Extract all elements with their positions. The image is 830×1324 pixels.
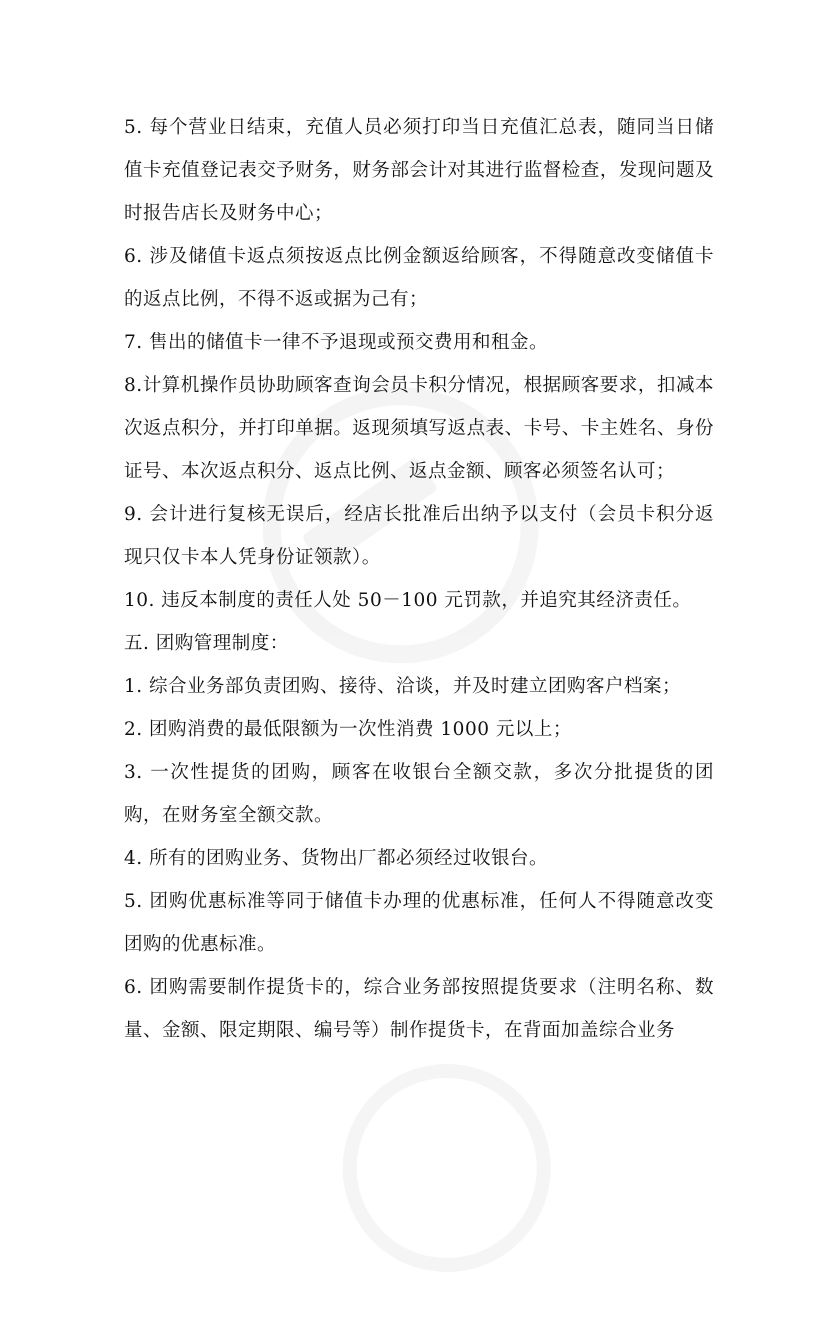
paragraph-group-2-minimum: 2. 团购消费的最低限额为一次性消费 1000 元以上； [124,719,572,740]
paragraph-item-10-penalty: 10. 违反本制度的责任人处 50－100 元罚款，并追究其经济责任。 [124,590,692,611]
paragraph-item-5-daily-summary: 5. 每个营业日结束，充值人员必须打印当日充值汇总表，随同当日储值卡充值登记表交予财务，财务部会计对其进行监督检查，发现问题及时报告店长及财务中心； [124,117,714,224]
paragraph-group-4-cashier: 4. 所有的团购业务、货物出厂都必须经过收银台。 [124,848,549,869]
paragraph-item-7-no-refund: 7. 售出的储值卡一律不予退现或预交费用和租金。 [124,332,549,353]
document-body [124,106,714,1052]
paragraph-group-1-responsibility: 1. 综合业务部负责团购、接待、洽谈，并及时建立团购客户档案； [124,676,682,697]
paragraph-item-8-points-query: 8.计算机操作员协助顾客查询会员卡积分情况，根据顾客要求，扣减本次返点积分，并打印单据。返现须填写返点表、卡号、卡主姓名、身份证号、本次返点积分、返点比例、返点金额、顾客必须签名认可； [124,375,714,482]
paragraph-group-6-pickup-card: 6. 团购需要制作提货卡的，综合业务部按照提货要求（注明名称、数量、金额、限定期限、编号等）制作提货卡，在背面加盖综合业务 [124,977,714,1041]
paragraph-item-9-audit-payment: 9. 会计进行复核无误后，经店长批准后出纳予以支付（会员卡积分返现只仅卡本人凭身份证领款）。 [124,504,714,568]
paragraph-group-5-discount: 5. 团购优惠标准等同于储值卡办理的优惠标准，任何人不得随意改变团购的优惠标准。 [124,891,714,955]
section-heading-group-purchase: 五. 团购管理制度： [124,633,289,654]
watermark-logo-bottom [285,1028,534,1252]
paragraph-group-3-payment: 3. 一次性提货的团购，顾客在收银台全额交款，多次分批提货的团购，在财务室全额交款。 [124,762,714,826]
watermark-ring-bottom [302,1023,592,1313]
paragraph-item-6-rebate: 6. 涉及储值卡返点须按返点比例金额返给顾客，不得随意改变储值卡的返点比例，不得不返或据为己有； [124,246,714,310]
